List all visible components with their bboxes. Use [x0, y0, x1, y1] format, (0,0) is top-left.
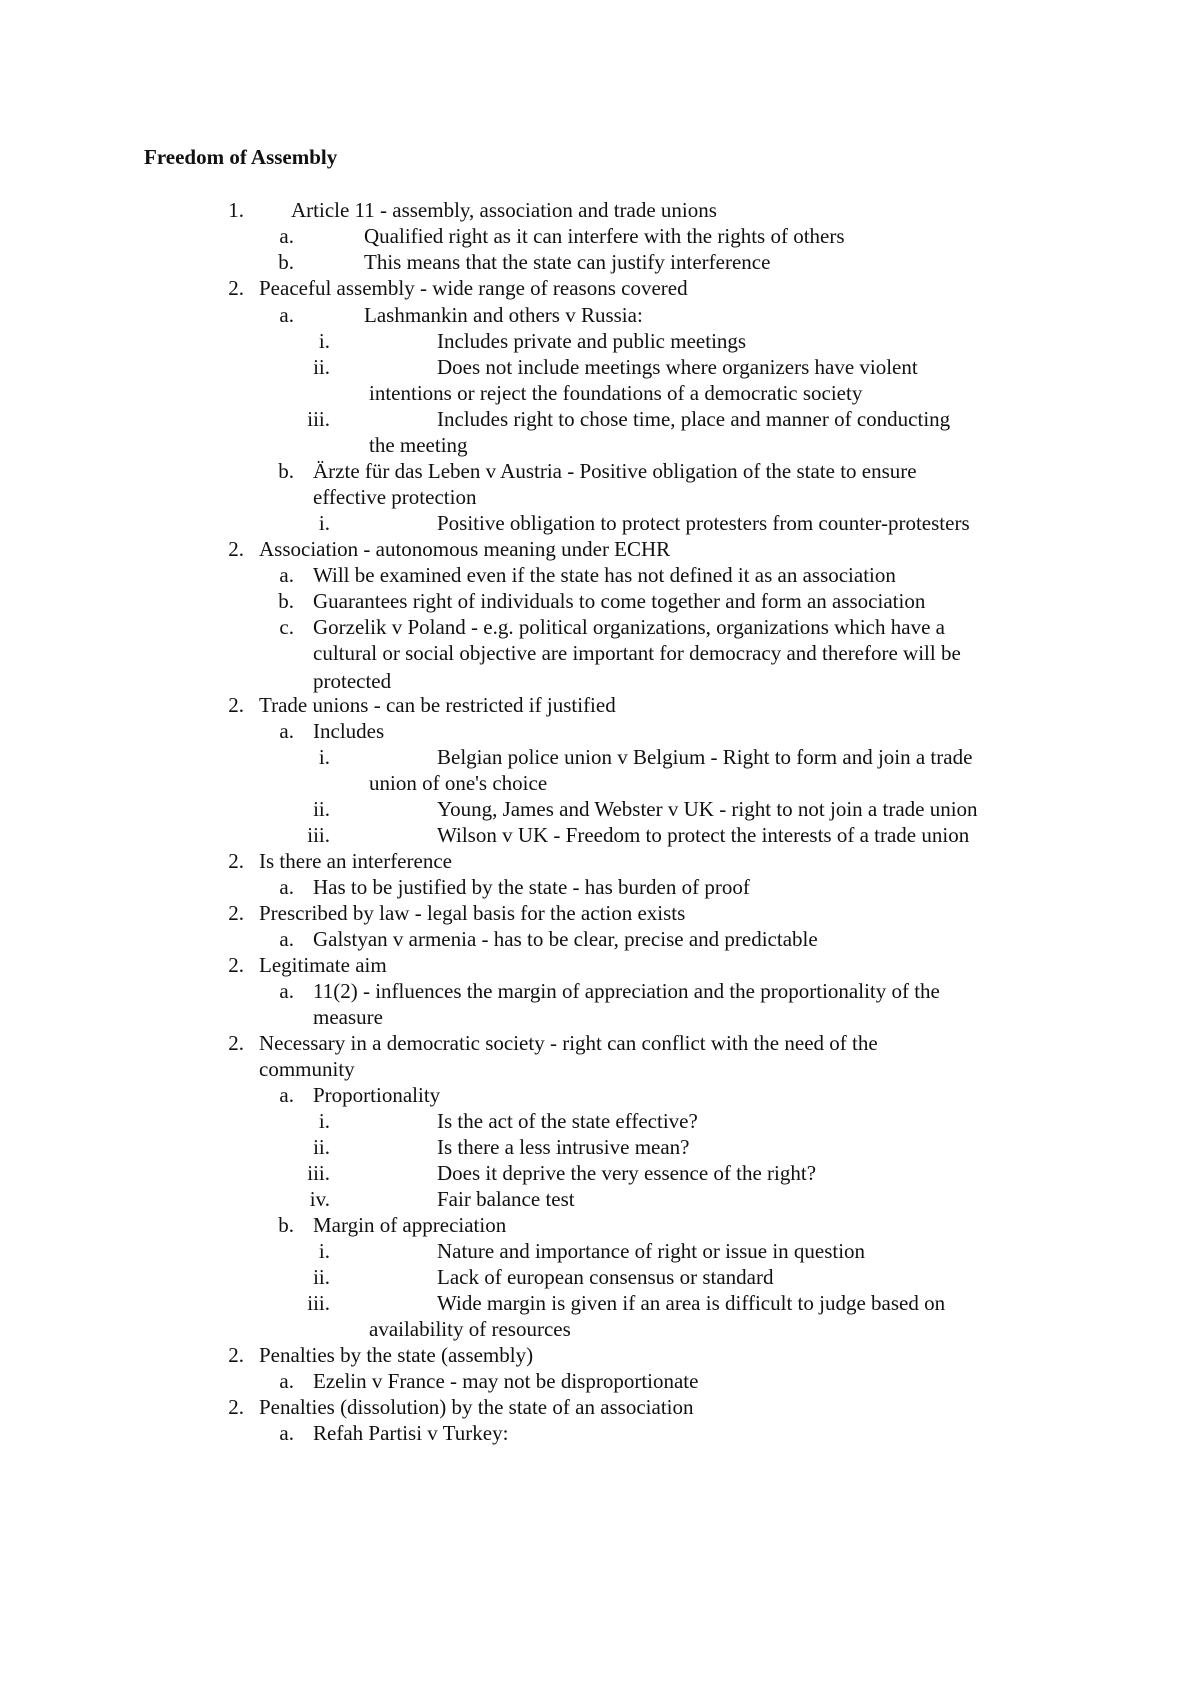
list-marker: 2. [228, 537, 244, 561]
list-marker: i. [318, 511, 330, 535]
list-marker: 1. [228, 198, 244, 222]
list-marker: b. [278, 250, 294, 274]
list-marker: i. [318, 1239, 330, 1263]
list-item-continuation: protected [313, 669, 392, 693]
list-item [0, 1159, 1200, 1187]
list-item [0, 1133, 1200, 1161]
list-item [0, 587, 1200, 615]
list-item-text: Association - autonomous meaning under ECHR [259, 537, 671, 561]
list-item [0, 457, 1200, 509]
list-item [0, 613, 1200, 693]
list-item [0, 821, 1200, 849]
list-marker: b. [278, 459, 294, 483]
list-item-text: Positive obligation to protect protesters from counter-protesters [437, 511, 970, 535]
list-item-continuation: community [259, 1057, 355, 1081]
list-item-text: Necessary in a democratic society - right can conflict with the need of the [259, 1031, 878, 1055]
list-item [0, 873, 1200, 901]
list-item-text: Guarantees right of individuals to come together and form an association [313, 589, 926, 613]
list-item [0, 925, 1200, 953]
list-marker: 2. [228, 1343, 244, 1367]
list-item-continuation: intentions or reject the foundations of a democratic society [369, 381, 863, 405]
list-item [0, 327, 1200, 355]
list-item-continuation: availability of resources [369, 1317, 571, 1341]
list-item [0, 1237, 1200, 1265]
list-marker: ii. [313, 1265, 330, 1289]
list-item-text: Ärzte für das Leben v Austria - Positive obligation of the state to ensure [313, 459, 917, 483]
list-marker: 2. [228, 693, 244, 717]
list-item [0, 977, 1200, 1029]
list-marker: a. [279, 719, 294, 743]
list-item-text: Includes right to chose time, place and manner of conducting [437, 407, 951, 431]
list-marker: b. [278, 589, 294, 613]
list-item [0, 1289, 1200, 1341]
list-item-text: Does it deprive the very essence of the right? [437, 1161, 817, 1185]
list-marker: iii. [307, 823, 330, 847]
list-item-text: Wide margin is given if an area is difficult to judge based on [437, 1291, 946, 1315]
list-marker: i. [318, 329, 330, 353]
list-item-text: Penalties by the state (assembly) [259, 1343, 534, 1367]
list-item-text: Ezelin v France - may not be disproportionate [313, 1369, 699, 1393]
list-item [0, 248, 1200, 276]
list-item-text: Trade unions - can be restricted if justified [259, 693, 616, 717]
list-marker: ii. [313, 797, 330, 821]
list-item [0, 222, 1200, 250]
list-item [0, 1081, 1200, 1109]
list-marker: a. [279, 927, 294, 951]
list-marker: 2. [228, 901, 244, 925]
list-item-text: Will be examined even if the state has not defined it as an association [313, 563, 896, 587]
list-item [0, 353, 1200, 405]
list-item [0, 795, 1200, 823]
list-marker: i. [318, 1109, 330, 1133]
list-marker: 2. [228, 849, 244, 873]
list-marker: iii. [307, 1291, 330, 1315]
list-item-text: Legitimate aim [259, 953, 387, 977]
list-item-text: Fair balance test [437, 1187, 575, 1211]
list-item-continuation: the meeting [369, 433, 468, 457]
list-marker: ii. [313, 355, 330, 379]
list-item-text: Nature and importance of right or issue in question [437, 1239, 866, 1263]
list-item-text: Lack of european consensus or standard [437, 1265, 774, 1289]
list-marker: b. [278, 1213, 294, 1237]
list-item-text: Belgian police union v Belgium - Right to form and join a trade [437, 745, 973, 769]
list-item-text: Qualified right as it can interfere with the rights of others [364, 224, 845, 248]
list-item-text: Refah Partisi v Turkey: [313, 1421, 509, 1445]
list-item-text: Young, James and Webster v UK - right to not join a trade union [437, 797, 978, 821]
list-marker: 2. [228, 1031, 244, 1055]
list-item-text: Has to be justified by the state - has burden of proof [313, 875, 750, 899]
list-item-text: Wilson v UK - Freedom to protect the interests of a trade union [437, 823, 970, 847]
list-item-text: Is there a less intrusive mean? [437, 1135, 690, 1159]
list-marker: a. [279, 303, 294, 327]
list-item-continuation: measure [313, 1005, 383, 1029]
list-item-text: Lashmankin and others v Russia: [364, 303, 643, 327]
list-marker: a. [279, 875, 294, 899]
list-item [0, 743, 1200, 795]
list-marker: i. [318, 745, 330, 769]
list-item [0, 301, 1200, 329]
list-item-continuation: effective protection [313, 485, 477, 509]
list-marker: 2. [228, 953, 244, 977]
list-item-text: This means that the state can justify interference [364, 250, 771, 274]
list-item [0, 899, 1200, 927]
list-item [0, 1341, 1200, 1369]
list-item [0, 1211, 1200, 1239]
list-item [0, 1029, 1200, 1081]
list-item-text: Penalties (dissolution) by the state of an association [259, 1395, 694, 1419]
list-marker: 2. [228, 276, 244, 300]
list-item [0, 717, 1200, 745]
list-marker: ii. [313, 1135, 330, 1159]
list-item [0, 405, 1200, 457]
list-item [0, 535, 1200, 563]
list-item [0, 847, 1200, 875]
list-item [0, 509, 1200, 537]
list-marker: iv. [309, 1187, 330, 1211]
list-marker: 2. [228, 1395, 244, 1419]
list-marker: iii. [307, 407, 330, 431]
list-marker: iii. [307, 1161, 330, 1185]
list-item-text: Proportionality [313, 1083, 441, 1107]
list-marker: a. [279, 1421, 294, 1445]
list-item-text: Margin of appreciation [313, 1213, 507, 1237]
list-item [0, 1185, 1200, 1213]
list-item [0, 274, 1200, 302]
list-marker: a. [279, 1369, 294, 1393]
list-item-text: Peaceful assembly - wide range of reasons covered [259, 276, 688, 300]
list-item-text: Galstyan v armenia - has to be clear, precise and predictable [313, 927, 818, 951]
document-title: Freedom of Assembly [144, 145, 338, 169]
list-item-text: 11(2) - influences the margin of appreciation and the proportionality of the [313, 979, 940, 1003]
list-item-text: Includes [313, 719, 385, 743]
list-item-continuation: union of one's choice [369, 771, 548, 795]
list-item [0, 691, 1200, 719]
list-item [0, 196, 1200, 224]
list-item [0, 1263, 1200, 1291]
list-item-text: Does not include meetings where organizers have violent [437, 355, 918, 379]
list-item-continuation: cultural or social objective are important for democracy and therefore will be [313, 641, 961, 665]
list-item-text: Includes private and public meetings [437, 329, 747, 353]
list-item-text: Prescribed by law - legal basis for the action exists [259, 901, 686, 925]
list-marker: a. [279, 979, 294, 1003]
list-item-text: Gorzelik v Poland - e.g. political organizations, organizations which have a [313, 615, 945, 639]
list-item [0, 1107, 1200, 1135]
list-item [0, 1419, 1200, 1447]
list-marker: a. [279, 224, 294, 248]
list-item [0, 951, 1200, 979]
list-item-text: Is the act of the state effective? [437, 1109, 698, 1133]
list-item [0, 561, 1200, 589]
list-item [0, 1393, 1200, 1421]
list-marker: a. [279, 1083, 294, 1107]
list-marker: a. [279, 563, 294, 587]
list-item-text: Is there an interference [259, 849, 452, 873]
list-item [0, 1367, 1200, 1395]
list-marker: c. [279, 615, 294, 639]
list-item-text: Article 11 - assembly, association and trade unions [291, 198, 717, 222]
